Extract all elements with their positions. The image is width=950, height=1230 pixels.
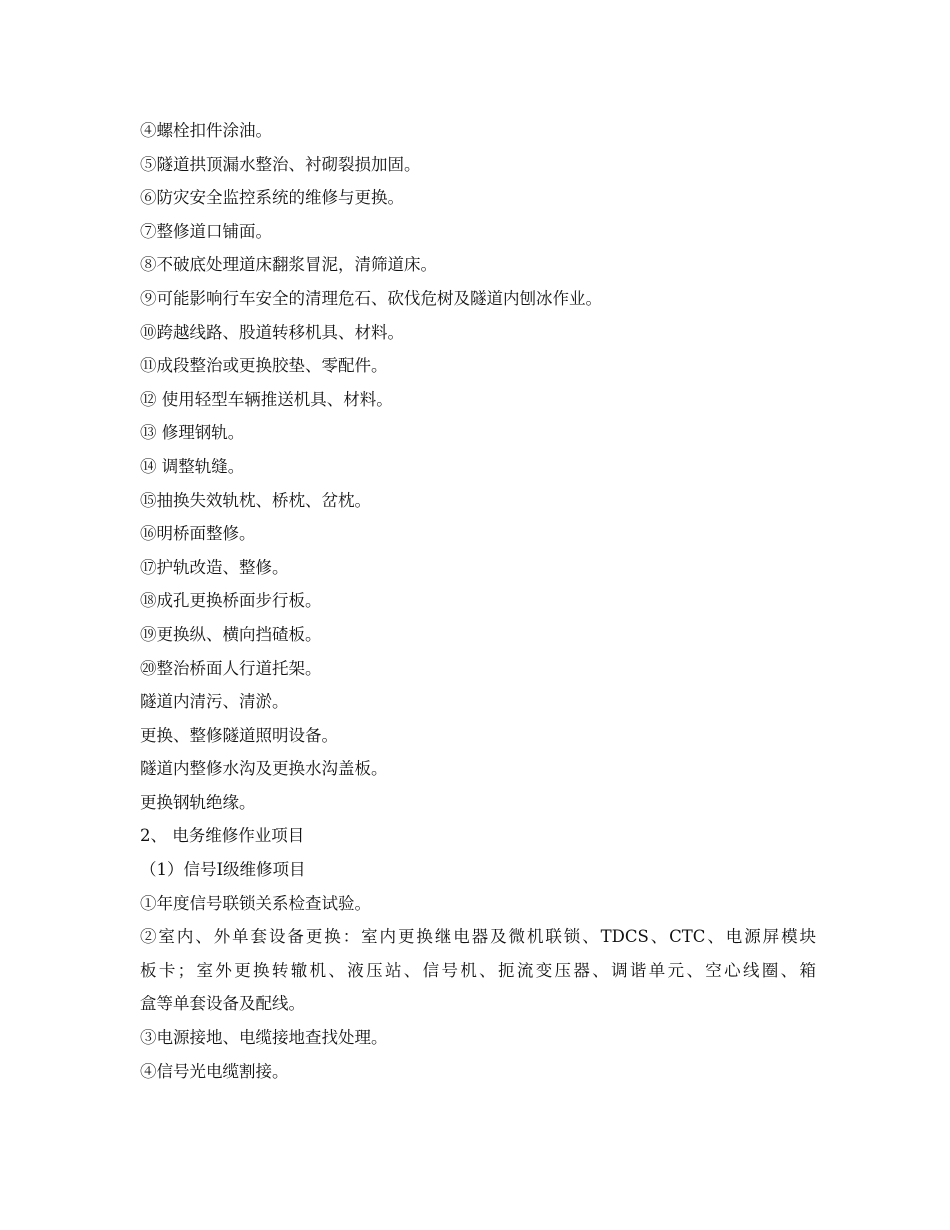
- list-item: ⑪成段整治或更换胶垫、零配件。: [140, 356, 388, 376]
- list-item: ⑦整修道口铺面。: [140, 221, 272, 241]
- list-item: ⑳整治桥面人行道托架。: [140, 658, 322, 678]
- paragraph-line: 盒等单套设备及配线。: [140, 994, 305, 1014]
- list-item: ①年度信号联锁关系检查试验。: [140, 893, 371, 913]
- list-item: ⑤隧道拱顶漏水整治、衬砌裂损加固。: [140, 154, 421, 174]
- paragraph-line: ②室内、外单套设备更换：室内更换继电器及微机联锁、TDCS、CTC、电源屏模块: [140, 927, 816, 947]
- list-item: ④信号光电缆割接。: [140, 1061, 289, 1081]
- list-item: ⑥防灾安全监控系统的维修与更换。: [140, 188, 404, 208]
- subsection-heading: （1）信号Ⅰ级维修项目: [140, 860, 306, 880]
- paragraph-line: 板卡；室外更换转辙机、液压站、信号机、扼流变压器、调谐单元、空心线圈、箱: [140, 960, 816, 980]
- list-item: ⑰护轨改造、整修。: [140, 557, 289, 577]
- list-item: ③电源接地、电缆接地查找处理。: [140, 1028, 388, 1048]
- list-item: ⑭ 调整轨缝。: [140, 456, 245, 476]
- list-item: 更换钢轨绝缘。: [140, 792, 256, 812]
- section-heading: 2、 电务维修作业项目: [140, 826, 305, 846]
- list-item: ⑬ 修理钢轨。: [140, 423, 245, 443]
- list-item: ⑫ 使用轻型车辆推送机具、材料。: [140, 389, 393, 409]
- list-item: ⑩跨越线路、股道转移机具、材料。: [140, 322, 404, 342]
- list-item: ⑯明桥面整修。: [140, 524, 256, 544]
- list-item: ⑧不破底处理道床翻浆冒泥，清筛道床。: [140, 255, 437, 275]
- list-item: 隧道内清污、清淤。: [140, 692, 289, 712]
- list-item: ④螺栓扣件涂油。: [140, 121, 272, 140]
- list-item: ⑱成孔更换桥面步行板。: [140, 591, 322, 611]
- list-item: 更换、整修隧道照明设备。: [140, 725, 338, 745]
- list-item: ⑨可能影响行车安全的清理危石、砍伐危树及隧道内刨冰作业。: [140, 288, 602, 308]
- list-item: ⑮抽换失效轨枕、桥枕、岔枕。: [140, 490, 371, 510]
- document-body: [140, 114, 816, 1088]
- list-item: ⑲更换纵、横向挡碴板。: [140, 624, 322, 644]
- list-item: 隧道内整修水沟及更换水沟盖板。: [140, 759, 388, 779]
